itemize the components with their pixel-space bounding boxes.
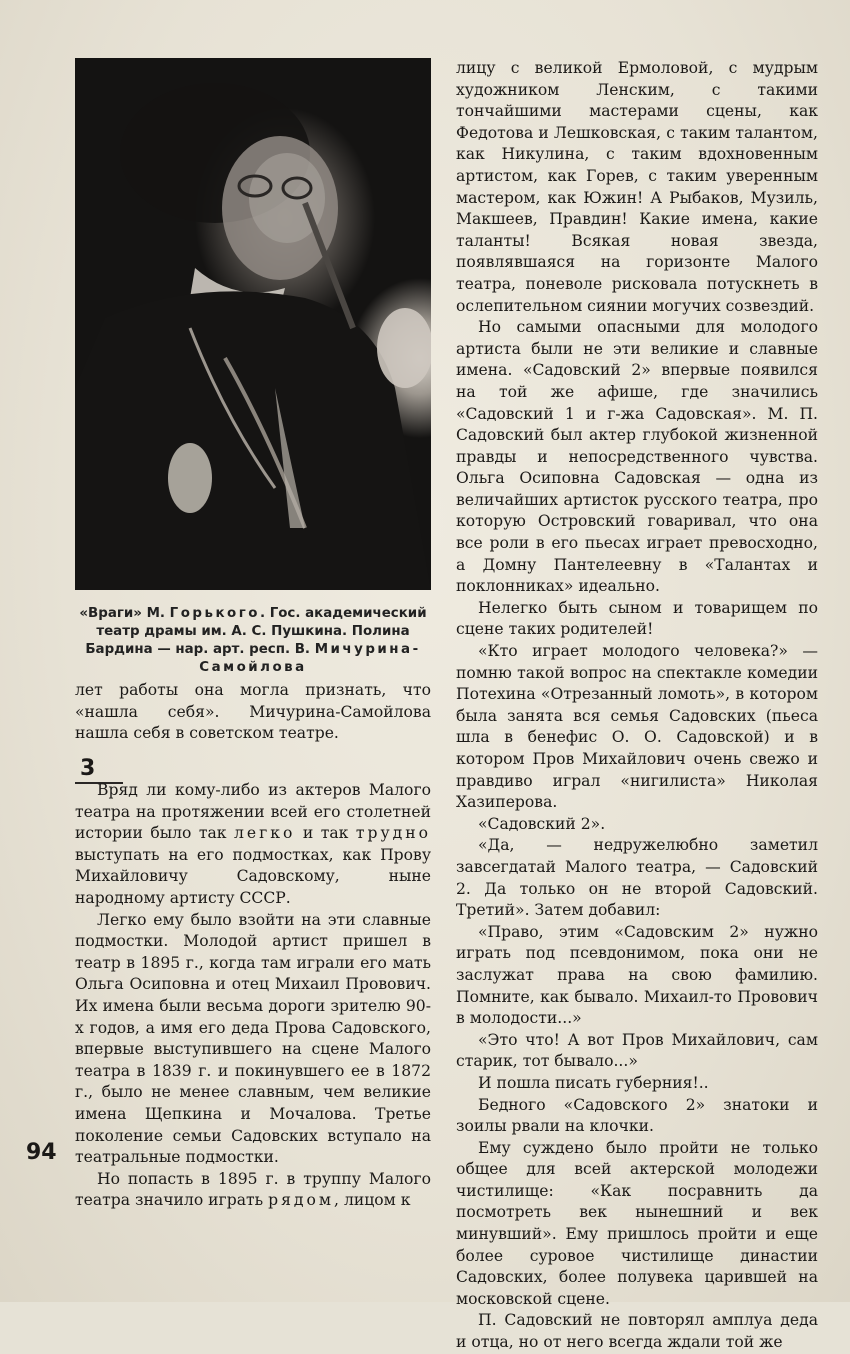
paragraph: «Это что! А вот Пров Михайлович, сам старик, тот бывало...» [456,1030,818,1071]
caption-play-title: «Враги» [79,606,142,621]
paragraph: И пошла писать губерния!.. [478,1073,709,1092]
paragraph [75,1169,431,1212]
page-number: 94 [26,1140,57,1165]
caption-author: Горького [169,606,260,621]
text-run: , лицом к [334,1191,411,1210]
caption-text: М. [141,606,170,621]
spaced-word: трудно [355,824,432,843]
column-left-body [75,780,431,1212]
paragraph: «Садовский 2». [478,814,606,833]
paragraph: П. Садовский не повторял амплуа деда и отца, но от него всегда ждали той же [456,1311,818,1352]
text-run: Вряд ли кому-либо из актеров Малого театра на протяжении всей его столетней истории было так [75,781,431,843]
paragraph: «Кто играет молодого человека?» — помню такой вопрос на спектакле комедии Потехина «Отрезанный ломоть», в котором была занята вся семья Садовских (пьеса шла в бенефис О. О. Садовской) и в котором Пров Михайлович очень свежо и правдиво играл «нигилиста» Николая Хазиперова. [456,642,818,812]
paragraph: Легко ему было взойти на эти славные подмостки. Молодой артист пришел в театр в 1895 г., когда там играли его мать Ольга Осиповна и отец Михаил Провович. Их имена были весьма дороги зрителю 90-х годов, а имя его деда Прова Садовского, впервые выступившего на сцене Малого театра в 1839 г. и покинувшего ее в 1872 г., было не менее славным, чем великие имена Щепкина и Мочалова. Третье поколение семьи Садовских вступало на театральные подмостки. [75,910,431,1167]
paragraph [75,780,431,910]
text-run: Но попасть в 1895 г. в труппу Малого театра значило играть [75,1169,431,1210]
paragraph: Нелегко быть сыном и товарищем по сцене таких родителей! [456,598,818,639]
text-run: выступать на его подмостках, как Прову Михайловичу Садовскому, ныне народному артисту СССР. [75,845,431,907]
photo-caption [75,605,431,677]
photo-illustration [75,58,431,590]
spaced-word: рядом [268,1191,335,1210]
caption-actress: Мичурина-Самойлова [199,642,421,675]
paragraph: «Право, этим «Садовским 2» нужно играть под псевдонимом, пока они не заслужат права на свою фамилию. Помните, как бывало. Михаил-то Провович в молодости...» [456,922,818,1028]
paragraph: лицу с великой Ермоловой, с мудрым художником Ленским, с такими тончайшими мастерами сцены, как Федотова и Лешковская, с таким талантом, как Никулина, с таким вдохновенным артистом, как Горев, с таким уверенным мастером, как Южин! А Рыбаков, Музиль, Макшеев, Правдин! Какие имена, какие таланты! Всякая новая звезда, появлявшаяся на горизонте Малого театра, поневоле рисковала потускнеть в ослепительном сиянии могучих созвездий. [456,59,818,315]
paragraph: Ему суждено было пройти не только общее для всей актерской молодежи чистилище: «Как посравнить да посмотреть век нынешний и век минувший». Ему пришлось пройти и еще более суровое чистилище династии Садовских, более полувека царившей на московской сцене. [456,1138,818,1308]
column-right [456,58,818,1354]
section-number: 3 [80,756,96,781]
actress-photo [75,58,431,590]
spaced-word: легко [234,824,296,843]
column-left-top [75,680,431,745]
caption-details: . Гос. академический театр драмы им. А. С. Пушкина. Полина Бардина — нар. арт. респ. В. [85,606,427,657]
text-run: и так [295,824,356,843]
paragraph: лет работы она могла признать, что «нашла себя». Мичурина-Самойлова нашла себя в советском театре. [75,681,431,743]
paragraph: Бедного «Садовского 2» знатоки и зоилы рвали на клочки. [456,1095,818,1136]
paragraph: «Да, — недружелюбно заметил завсегдатай Малого театра, — Садовский 2. Да только он не второй Садовский. Третий». Затем добавил: [456,836,818,920]
paragraph: Но самыми опасными для молодого артиста были не эти великие и славные имена. «Садовский 2» впервые появился на той же афише, где значились «Садовский 1 и г-жа Садовская». М. П. Садовский был актер глубокой жизненной правды и непосредственного чувства. Ольга Осиповна Садовская — одна из величайших артисток русского театра, про которую Островский говаривал, что она все роли в его пьесах играет превосходно, а Домну Пантелеевну в «Талантах и поклонниках» идеально. [456,318,818,596]
